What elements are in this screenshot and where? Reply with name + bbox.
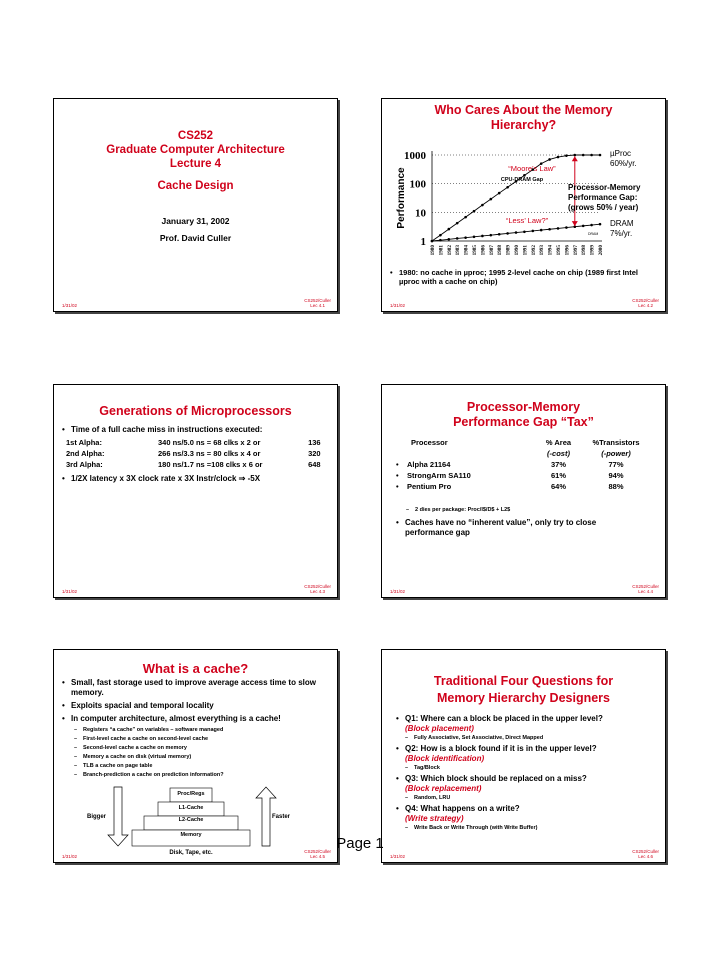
data-point (582, 225, 585, 228)
table-row: • StrongArm SA110 61% 94% (396, 471, 624, 480)
list-item: – Second-level cache a cache on memory (74, 744, 224, 753)
slide-1-date: January 31, 2002 (161, 216, 230, 226)
data-point (481, 235, 484, 238)
x-tick-label: 1999 (589, 245, 596, 256)
data-point (439, 239, 442, 242)
x-tick-label: 1981 (438, 245, 445, 256)
data-point (456, 237, 459, 240)
x-tick-label: 2000 (598, 245, 604, 256)
data-point (540, 229, 543, 232)
data-point (498, 233, 501, 236)
list-item: – Registers “a cache” on variables – software managed (74, 726, 224, 735)
x-tick-label: 1983 (455, 245, 462, 256)
y-tick-label: 1000 (404, 150, 426, 162)
x-tick-label: 1995 (556, 245, 562, 256)
gap-label: Processor-Memory (568, 183, 641, 192)
bullet: • In computer architecture, almost everything is a cache! (62, 714, 334, 724)
data-point (574, 154, 577, 157)
gap-arrow-head-bottom (572, 221, 578, 226)
x-tick-label: 1985 (472, 245, 478, 256)
slide-number-footer: CS252/Culler Lec 4.6 (632, 849, 659, 859)
x-tick-label: 1986 (480, 245, 487, 256)
pyramid-label-disk: Disk, Tape, etc. (169, 850, 213, 856)
y-tick-label: 10 (415, 207, 426, 220)
pyramid-label-l1: L1-Cache (178, 805, 204, 811)
slide-1-title: CS252 Graduate Computer Architecture Lecture 4 (106, 130, 285, 170)
slide-5 (53, 649, 338, 863)
data-point (590, 154, 593, 157)
slide-date-footer: 1/31/02 (390, 854, 406, 859)
data-point (431, 240, 434, 243)
x-tick-label: 1991 (522, 245, 529, 256)
question-2: • Q2: How is a block found if it is in the upper level? (Block identification) – Tag/Block (396, 744, 664, 773)
x-tick-label: 1992 (530, 245, 537, 256)
bullet: • Exploits spacial and temporal locality (62, 701, 334, 711)
slide-number-footer: CS252/Culler Lec 4.3 (304, 584, 331, 594)
slide-3 (53, 384, 338, 598)
table-row: 1st Alpha: 340 ns/5.0 ns = 68 clks x 2 or 136 (66, 438, 321, 447)
slide-1 (53, 98, 338, 312)
x-tick-label: 1990 (514, 245, 520, 256)
data-point (490, 198, 493, 201)
slide-number-footer: CS252/Culler Lec 4.1 (304, 298, 331, 308)
bigger-label: Bigger (87, 814, 107, 820)
data-point (439, 234, 442, 237)
slide-5-bullets (62, 678, 334, 724)
data-point (456, 222, 459, 225)
list-item: – TLB a cache on page table (74, 762, 224, 771)
data-point (464, 236, 467, 239)
slide-1-subtitle: Cache Design (157, 180, 234, 192)
slide-6 (381, 649, 666, 863)
slide-2-bullets (390, 268, 658, 286)
x-tick-label: 1984 (463, 245, 470, 256)
data-point (498, 192, 501, 195)
slide-1-author: Prof. David Culler (159, 233, 232, 243)
bullet: • Time of a full cache miss in instructions executed: (62, 425, 332, 435)
less-law-label: “Less’ Law?” (505, 216, 549, 225)
gap-label: Performance Gap: (568, 193, 638, 202)
slide-4-bullets (396, 518, 636, 538)
data-point (599, 223, 602, 226)
x-tick-label: 1994 (547, 245, 554, 256)
x-tick-label: 1987 (488, 245, 495, 256)
data-point (557, 227, 560, 230)
dram-small-label: DRAM (588, 232, 599, 236)
data-point (582, 154, 585, 157)
list-item: – Memory a cache on disk (virtual memory) (74, 753, 224, 762)
slide-3-title: Generations of Microprocessors (99, 404, 292, 418)
x-tick-label: 1982 (446, 245, 453, 256)
slide-2-title: Who Cares About the Memory Hierarchy? (434, 103, 613, 132)
slide-date-footer: 1/31/02 (62, 854, 78, 859)
data-point (590, 224, 593, 227)
alpha-table (66, 437, 328, 470)
y-tick-label: 100 (409, 178, 426, 191)
slide-3-bullets-2 (62, 474, 332, 484)
slide-6-title: Traditional Four Questions for Memory Hierarchy Designers (433, 674, 614, 705)
performance-chart (382, 139, 666, 279)
bullet: • Small, fast storage used to improve average access time to slow memory. (62, 678, 334, 698)
x-tick-label: 1993 (539, 245, 546, 256)
data-point (481, 204, 484, 207)
data-point (523, 230, 526, 233)
x-tick-label: 1988 (497, 245, 504, 256)
data-point (506, 232, 509, 235)
question-1: • Q1: Where can a block be placed in the upper level? (Block placement) – Fully Associative, Set Associative, Direct Mapped (396, 714, 664, 743)
gap-arrow-head-top (572, 156, 578, 161)
table-row: 3rd Alpha: 180 ns/1.7 ns =108 clks x 6 or 648 (66, 460, 321, 469)
data-point (599, 154, 602, 157)
table-row: • Pentium Pro 64% 88% (396, 482, 624, 491)
data-point (473, 236, 476, 239)
pyramid-label-l2: L2-Cache (178, 817, 204, 823)
cpu-dram-gap-label: CPU-DRAM Gap (500, 177, 544, 183)
y-axis-label: Performance (396, 167, 407, 229)
slide-number-footer: CS252/Culler Lec 4.5 (304, 849, 331, 859)
question-3: • Q3: Which block should be replaced on a miss? (Block replacement) – Random, LRU (396, 774, 664, 803)
table-subheader: (-cost) (-power) (547, 449, 631, 458)
slide-date-footer: 1/31/02 (62, 303, 78, 308)
x-tick-label: 1997 (572, 245, 579, 256)
gap-label: (grows 50% / year) (568, 203, 639, 212)
dram-rate-label: 7%/yr. (610, 229, 633, 238)
slide-number-footer: CS252/Culler Lec 4.2 (632, 298, 659, 308)
slide-number-footer: CS252/Culler Lec 4.4 (632, 584, 659, 594)
moores-law-label: “Moore’s Law” (508, 164, 556, 173)
data-point (490, 234, 493, 237)
data-point (515, 231, 518, 234)
list-item: – Branch-prediction a cache on prediction information? (74, 771, 224, 780)
slide-4-title: Processor-Memory Performance Gap “Tax” (453, 400, 594, 429)
data-point (557, 156, 560, 159)
list-item: – First-level cache a cache on second-level cache (74, 735, 224, 744)
cache-examples (74, 726, 224, 780)
slide-5-title: What is a cache? (142, 661, 249, 676)
page-number: Page 1 (336, 835, 384, 852)
slide-3-bullets (62, 425, 332, 435)
pyramid-label-regs: Proc/Regs (177, 791, 205, 797)
data-point (548, 158, 551, 161)
x-tick-label: 1998 (581, 245, 588, 256)
x-tick-label: 1980 (430, 245, 436, 256)
proc-rate-label: 60%/yr. (610, 159, 637, 168)
y-tick-label: 1 (420, 236, 426, 248)
pyramid-label-memory: Memory (180, 832, 202, 838)
table-row: • Alpha 21164 37% 77% (396, 460, 624, 469)
data-point (448, 228, 451, 231)
data-point (506, 186, 509, 189)
table-header: Processor % Area %Transistors (411, 438, 640, 447)
bullet: • 1/2X latency x 3X clock rate x 3X Instr/clock ⇒ -5X (62, 474, 332, 484)
dram-label: DRAM (610, 219, 634, 228)
data-point (448, 238, 451, 241)
tax-note: – 2 dies per package: Proc/I$/D$ + L2$ (406, 506, 510, 515)
tax-table (396, 437, 646, 492)
four-questions (396, 714, 664, 834)
table-row: 2nd Alpha: 266 ns/3.3 ns = 80 clks x 4 or 320 (66, 449, 321, 458)
bullet: • 1980: no cache in µproc; 1995 2-level cache on chip (1989 first Intel µproc with a cache on chip) (390, 268, 658, 286)
slide-date-footer: 1/31/02 (390, 303, 406, 308)
data-point (565, 226, 568, 229)
slide-date-footer: 1/31/02 (62, 589, 78, 594)
slide-date-footer: 1/31/02 (390, 589, 406, 594)
data-point (473, 210, 476, 213)
x-tick-label: 1989 (505, 245, 512, 256)
proc-label: µProc (610, 149, 632, 158)
faster-label: Faster (272, 814, 291, 820)
slide-2 (381, 98, 666, 312)
x-tick-label: 1996 (564, 245, 571, 256)
data-point (464, 216, 467, 219)
bullet: • Caches have no “inherent value”, only try to close performance gap (396, 518, 636, 538)
question-4: • Q4: What happens on a write? (Write strategy) – Write Back or Write Through (with Write Buffer) (396, 804, 664, 833)
data-point (532, 230, 535, 233)
data-point (565, 154, 568, 157)
data-point (548, 228, 551, 231)
slide-4 (381, 384, 666, 598)
